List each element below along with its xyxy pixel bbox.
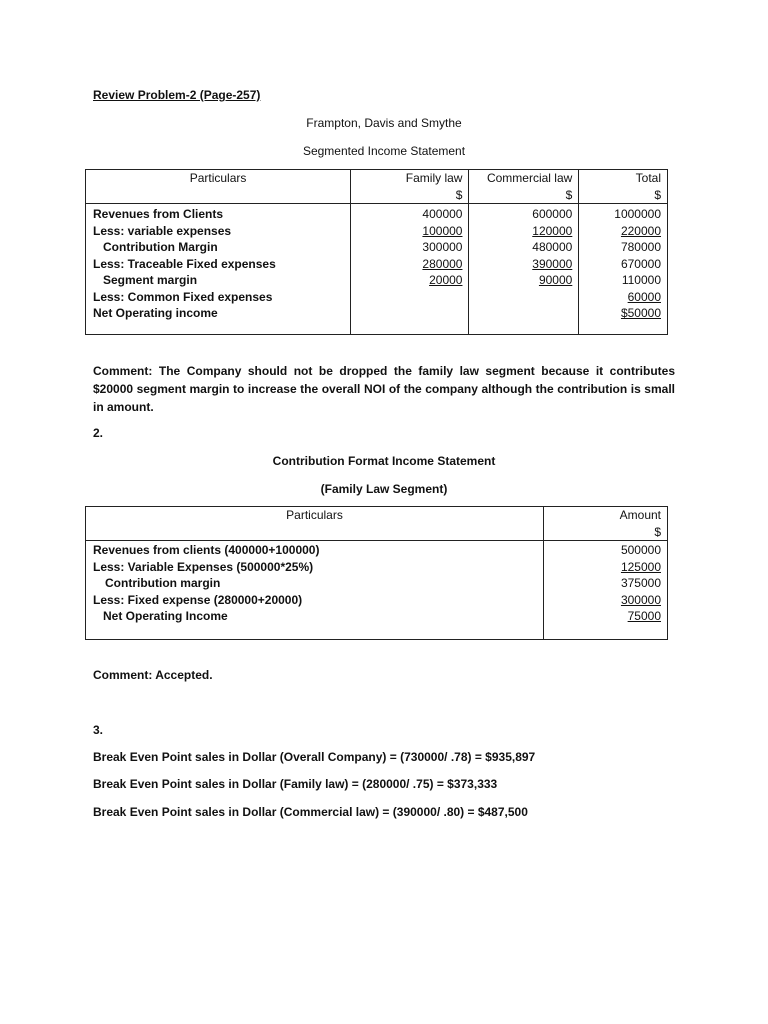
- table2-header-amount: Amount: [619, 508, 661, 522]
- table2-header-particulars: Particulars: [286, 508, 343, 522]
- commercial-segment-margin: 90000: [538, 273, 573, 287]
- family-contribution-margin: 300000: [422, 240, 463, 254]
- table1-family-column: [351, 204, 469, 335]
- table-row-label: Revenues from Clients: [93, 207, 224, 221]
- comment1-text: The Company should not be dropped the family law segment because it contributes $20000 segment margin to increase the overall NOI of the company although the contribution is small in amount.: [93, 364, 675, 414]
- family-traceable-fixed: 280000: [422, 256, 463, 271]
- table2-header-particulars-cell: [86, 507, 544, 541]
- review-problem-heading: Review Problem-2 (Page-257): [93, 88, 261, 102]
- total-net-operating-income: $50000: [620, 306, 661, 320]
- table1-particulars-column: [86, 204, 351, 335]
- section3-number: 3.: [93, 723, 104, 737]
- total-common-fixed: 60000: [627, 289, 661, 304]
- amount-fixed-expense: 300000: [620, 592, 661, 607]
- total-variable-expenses: 220000: [620, 223, 661, 238]
- table-row-label: Contribution margin: [105, 576, 221, 590]
- table1-header-total-cell: [579, 170, 668, 204]
- commercial-variable-expenses: 120000: [532, 223, 573, 238]
- amount-revenue: 500000: [620, 543, 661, 557]
- amount-contribution-margin: 375000: [620, 576, 661, 590]
- contribution-format-table: [85, 506, 668, 640]
- table1-header-particulars-cell: [86, 170, 351, 204]
- total-revenue: 1000000: [614, 207, 661, 221]
- table2-amount-column: [544, 541, 668, 640]
- amount-variable-expenses: 125000: [620, 559, 661, 574]
- table1-header-particulars: Particulars: [189, 171, 247, 185]
- statement2-subtitle: (Family Law Segment): [320, 482, 448, 496]
- table1-commercial-column: [469, 204, 579, 335]
- family-segment-margin: 20000: [429, 273, 463, 287]
- breakeven-overall: Break Even Point sales in Dollar (Overall Company) = (730000/ .78) = $935,897: [93, 750, 536, 764]
- table-row-label: Revenues from clients (400000+100000): [93, 543, 320, 557]
- comment2: Comment: Accepted.: [93, 668, 213, 682]
- table2-header-amount-cell: [544, 507, 668, 541]
- table1-header-family: Family law: [405, 171, 463, 185]
- table1-currency-total: $: [654, 187, 661, 202]
- table1-header-total: Total: [635, 171, 661, 185]
- section2-number: 2.: [93, 426, 104, 440]
- comment1-label: Comment:: [93, 364, 153, 378]
- table-row-label: Less: Common Fixed expenses: [93, 289, 273, 304]
- total-segment-margin: 110000: [621, 273, 661, 287]
- table-row-label: Less: Fixed expense (280000+20000): [93, 592, 303, 607]
- table-row-label: Net Operating Income: [103, 609, 228, 623]
- family-variable-expenses: 100000: [422, 223, 463, 238]
- table2-currency: $: [654, 524, 661, 539]
- table1-header-commercial: Commercial law: [486, 171, 573, 185]
- amount-net-operating-income: 75000: [627, 609, 661, 623]
- table-row-label: Net Operating income: [93, 306, 218, 320]
- table2-particulars-column: [86, 541, 544, 640]
- comment1-paragraph: [93, 362, 675, 416]
- breakeven-family: Break Even Point sales in Dollar (Family law) = (280000/ .75) = $373,333: [93, 777, 498, 791]
- table1-currency-family: $: [455, 187, 463, 202]
- commercial-revenue: 600000: [532, 207, 573, 221]
- table1-currency-commercial: $: [565, 187, 573, 202]
- statement2-title: Contribution Format Income Statement: [272, 454, 496, 468]
- table1-header-family-cell: [351, 170, 469, 204]
- total-traceable-fixed: 670000: [620, 256, 661, 271]
- breakeven-commercial: Break Even Point sales in Dollar (Commercial law) = (390000/ .80) = $487,500: [93, 805, 528, 819]
- statement1-title: Segmented Income Statement: [302, 144, 466, 158]
- table-row-label: Contribution Margin: [103, 240, 218, 254]
- table-row-label: Segment margin: [103, 273, 198, 287]
- table-row-label: Less: variable expenses: [93, 223, 232, 238]
- company-name: Frampton, Davis and Smythe: [306, 116, 462, 130]
- segmented-income-table: [85, 169, 668, 335]
- table-row-label: Less: Traceable Fixed expenses: [93, 256, 276, 271]
- commercial-contribution-margin: 480000: [532, 240, 573, 254]
- table1-header-commercial-cell: [469, 170, 579, 204]
- total-contribution-margin: 780000: [620, 240, 661, 254]
- table1-total-column: [579, 204, 668, 335]
- table-row-label: Less: Variable Expenses (500000*25%): [93, 559, 314, 574]
- family-revenue: 400000: [422, 207, 463, 221]
- commercial-traceable-fixed: 390000: [532, 256, 573, 271]
